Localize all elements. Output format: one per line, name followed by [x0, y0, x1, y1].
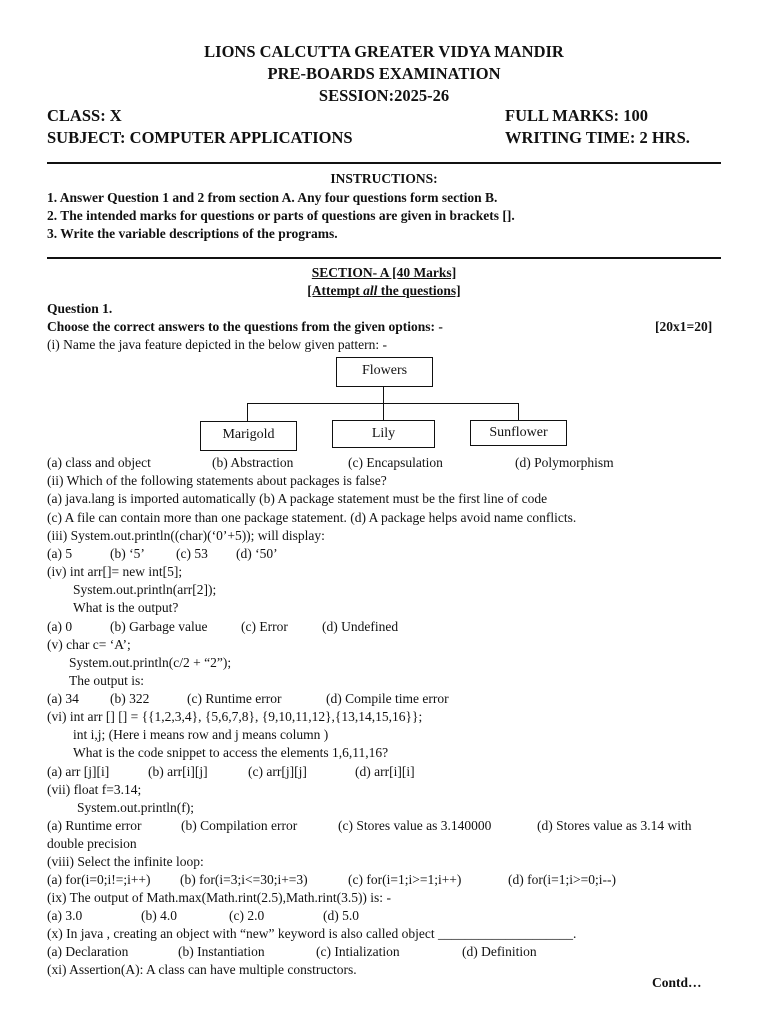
code-line: System.out.println(f);	[77, 800, 194, 815]
option: (b) 4.0	[141, 908, 177, 923]
option: (b) for(i=3;i<=30;i+=3)	[180, 872, 308, 887]
session: SESSION:2025-26	[318, 86, 450, 105]
exam-title: PRE-BOARDS EXAMINATION	[267, 64, 501, 83]
code-line: What is the output?	[73, 600, 179, 615]
instructions-title: INSTRUCTIONS:	[330, 171, 438, 186]
option: (d) Definition	[462, 944, 537, 959]
option: (b) arr[i][j]	[148, 764, 208, 779]
divider-top	[47, 162, 721, 164]
code-line: int i,j; (Here i means row and j means column )	[73, 727, 329, 742]
option-line: (a) java.lang is imported automatically (b) A package statement must be the first line of code	[47, 491, 548, 506]
option: (a) 5	[47, 546, 73, 561]
option: (c) Runtime error	[187, 691, 282, 706]
instruction-1: 1. Answer Question 1 and 2 from section A. Any four questions form section B.	[47, 190, 498, 205]
option: (a) class and object	[47, 455, 151, 470]
option: (b) Garbage value	[110, 619, 208, 634]
divider-bottom	[47, 257, 721, 259]
option: (c) Error	[241, 619, 288, 634]
q-viii: (viii) Select the infinite loop:	[47, 854, 204, 869]
option: (d) Compile time error	[326, 691, 449, 706]
q-vi: (vi) int arr [] [] = {{1,2,3,4}, {5,6,7,8}, {9,10,11,12},{13,14,15,16}};	[47, 709, 423, 724]
subject: SUBJECT: COMPUTER APPLICATIONS	[47, 128, 353, 147]
option: (a) 0	[47, 619, 73, 634]
option: (c) Intialization	[316, 944, 400, 959]
option: (b) ‘5’	[110, 546, 145, 561]
class-label: CLASS: X	[47, 106, 122, 125]
q-vii: (vii) float f=3.14;	[47, 782, 142, 797]
option: (b) 322	[110, 691, 150, 706]
option: (d) Polymorphism	[515, 455, 614, 470]
question-1-label: Question 1.	[47, 301, 113, 316]
diagram-node-marigold: Marigold	[200, 421, 297, 451]
section-title: SECTION- A [40 Marks]	[311, 265, 457, 280]
q-ii: (ii) Which of the following statements about packages is false?	[47, 473, 387, 488]
diagram-node-lily: Lily	[332, 420, 435, 448]
option: (d) 5.0	[323, 908, 359, 923]
option: (a) 3.0	[47, 908, 83, 923]
option: (a) 34	[47, 691, 79, 706]
option: (d) for(i=1;i>=0;i--)	[508, 872, 616, 887]
option: (d) ‘50’	[236, 546, 278, 561]
code-line: What is the code snippet to access the elements 1,6,11,16?	[73, 745, 389, 760]
question-1-prompt: Choose the correct answers to the questions from the given options: -	[47, 319, 443, 334]
option: (b) Compilation error	[181, 818, 298, 833]
option-continued: double precision	[47, 836, 137, 851]
instruction-2: 2. The intended marks for questions or parts of questions are given in brackets [].	[47, 208, 515, 223]
diagram-node-flowers: Flowers	[336, 357, 433, 387]
option: (c) 53	[176, 546, 208, 561]
option: (c) arr[j][j]	[248, 764, 307, 779]
q-v: (v) char c= ‘A’;	[47, 637, 131, 652]
q-x: (x) In java , creating an object with “new” keyword is also called object ____________________.	[47, 926, 577, 941]
code-line: System.out.println(arr[2]);	[73, 582, 217, 597]
option: (a) for(i=0;i!=;i++)	[47, 872, 151, 887]
diagram-connector-marigold	[247, 403, 248, 422]
diagram-node-sunflower: Sunflower	[470, 420, 567, 446]
option: (c) Stores value as 3.140000	[338, 818, 492, 833]
option: (c) for(i=1;i>=1;i++)	[348, 872, 462, 887]
q-iii: (iii) System.out.println((char)(‘0’+5)); will display:	[47, 528, 325, 543]
option: (d) Undefined	[322, 619, 399, 634]
option: (a) arr [j][i]	[47, 764, 110, 779]
option: (c) Encapsulation	[348, 455, 443, 470]
option: (d) Stores value as 3.14 with	[537, 818, 692, 833]
instruction-3: 3. Write the variable descriptions of the programs.	[47, 226, 338, 241]
q-iv: (iv) int arr[]= new int[5];	[47, 564, 183, 579]
option: (d) arr[i][i]	[355, 764, 415, 779]
continued-note: Contd…	[652, 975, 702, 990]
question-1-marks: [20x1=20]	[655, 319, 713, 334]
school-name: LIONS CALCUTTA GREATER VIDYA MANDIR	[204, 42, 564, 61]
code-line: The output is:	[69, 673, 144, 688]
q-i: (i) Name the java feature depicted in the below given pattern: -	[47, 337, 387, 352]
option: (c) 2.0	[229, 908, 265, 923]
option-line: (c) A file can contain more than one package statement. (d) A package helps avoid name conflicts.	[47, 510, 577, 525]
section-attempt: [Attempt all the questions]	[307, 283, 461, 298]
q-ix: (ix) The output of Math.max(Math.rint(2.5),Math.rint(3.5)) is: -	[47, 890, 391, 905]
option: (b) Abstraction	[212, 455, 294, 470]
diagram-root-connector	[383, 386, 384, 404]
option: (a) Declaration	[47, 944, 129, 959]
option: (b) Instantiation	[178, 944, 265, 959]
q-xi: (xi) Assertion(A): A class can have multiple constructors.	[47, 962, 357, 977]
full-marks: FULL MARKS: 100	[505, 106, 649, 125]
writing-time: WRITING TIME: 2 HRS.	[505, 128, 690, 147]
option: (a) Runtime error	[47, 818, 142, 833]
code-line: System.out.println(c/2 + “2”);	[69, 655, 232, 670]
